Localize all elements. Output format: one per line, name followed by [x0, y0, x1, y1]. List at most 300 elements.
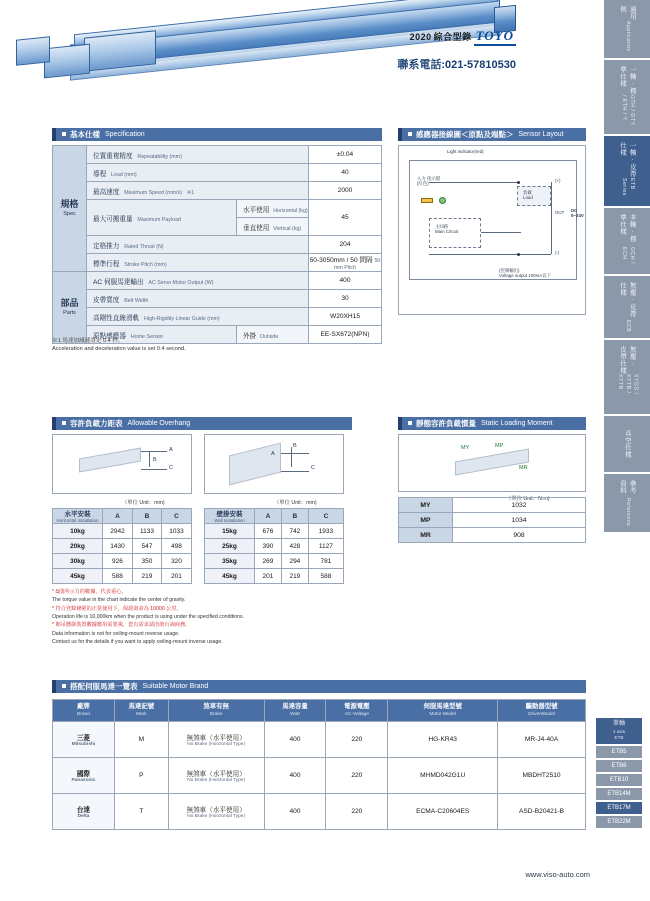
spec-label [87, 164, 309, 182]
cell-a: 201 [255, 569, 282, 584]
cell-c: 320 [162, 554, 192, 569]
section-header-specification [52, 128, 382, 141]
spec-sublabel-en: Horizontal (kg) [273, 207, 308, 214]
table-row [205, 524, 344, 539]
cell-c: 1933 [308, 524, 343, 539]
cell-brake [168, 722, 264, 758]
spec-value: 2000 [309, 182, 382, 200]
side-tab-application[interactable] [604, 0, 650, 58]
model-chip-title-code: ETB [614, 734, 624, 740]
th-brake-en: Brake [209, 711, 223, 717]
overhang-notes [52, 588, 352, 646]
axis-label-b: B [153, 457, 157, 463]
side-tab-sublabel: XYGD / XYTB / XYTB [617, 374, 639, 395]
spec-label-zh: AC 伺服馬達輸出 [93, 278, 144, 286]
spec-label-note: ※1 [186, 189, 195, 196]
brake-zh: 無煞車（水平使用） [186, 771, 246, 778]
overhang-note-4: * 朝吊懸掛裝置數據應用需要視，您有需求請洽談台詢商務。 [52, 622, 191, 629]
terminal-minus-label: (-) [555, 250, 560, 255]
axis-line-b [149, 451, 150, 467]
overhang-note-6: Contact us for the details if you want to apply ceiling-mount inverse usage. [52, 638, 223, 645]
section-title-zh: 搭配伺服馬達一覽表 [70, 682, 138, 691]
load-label: 15kg [205, 524, 255, 539]
cell-b: 219 [132, 569, 161, 584]
side-tab-label: 參考資料 [619, 480, 636, 494]
spec-value: 400 [309, 272, 382, 290]
spec-sublabel [237, 218, 309, 236]
spec-label-zh: 標準行程 [93, 260, 120, 268]
cell-motor-model: MHMD042G1U [388, 758, 498, 794]
moment-value: 1034 [453, 513, 586, 528]
side-tab-gth[interactable] [604, 60, 650, 134]
cell-b: 547 [132, 539, 161, 554]
side-tab-sublabel: Reference [624, 497, 631, 526]
spec-label [87, 182, 309, 200]
spec-label-zh: 最大可搬重量 [93, 215, 133, 223]
th-mark-zh: 馬達記號 [128, 702, 155, 710]
brand-zh: 三菱 [76, 735, 91, 742]
axis-label-a: A [169, 447, 173, 453]
overhang-h-title-zh: 水平安裝 [64, 511, 91, 518]
catalog-title [410, 28, 516, 46]
spec-label-en: Belt Width [124, 297, 149, 304]
spec-label-en: Lead (mm) [111, 171, 137, 178]
sensor-input-label: 入力 指示燈 (紅色) [417, 176, 441, 187]
horizontal-overhang-table [52, 508, 192, 584]
cell-a: 588 [103, 569, 133, 584]
table-row [53, 722, 586, 758]
spec-group-label [53, 146, 87, 272]
section-header-allowable-overhang [52, 417, 352, 430]
brake-zh: 無煞車（水平使用） [186, 735, 246, 742]
cell-b: 742 [281, 524, 308, 539]
cell-b: 350 [132, 554, 161, 569]
moment-key: MR [399, 528, 453, 543]
spec-note [52, 337, 186, 354]
th-driver-model-zh: 驅動器型號 [525, 702, 558, 710]
side-tab-sublabel: GCH / ECH [621, 247, 635, 264]
cell-voltage: 220 [326, 758, 388, 794]
section-title-en: Specification [105, 131, 145, 138]
table-row [53, 758, 586, 794]
cell-c: 498 [162, 539, 192, 554]
spec-label-zh: 位置重複精度 [93, 152, 133, 160]
load-label: 25kg [205, 539, 255, 554]
table-row [53, 182, 382, 200]
cell-a: 676 [255, 524, 282, 539]
model-chip-rail [596, 718, 642, 828]
node-dot-bottom [517, 253, 520, 256]
axis-line-c [141, 469, 167, 470]
wire-right-vert [551, 182, 552, 254]
model-chip-title [596, 718, 642, 744]
model-chip-title-en: 1 axis [612, 728, 625, 734]
spec-sublabel [237, 200, 309, 218]
overhang-h-title-en: Horizontal Installation [56, 518, 99, 523]
cell-motor-model: ECMA-C20604ES [388, 794, 498, 830]
spec-value: ±0.04 [309, 146, 382, 164]
spec-group-en: Spec [63, 210, 76, 217]
side-tab-reference[interactable] [604, 474, 650, 532]
side-tab-label: 多軸 · 標準仕樣 [619, 214, 636, 243]
cell-voltage: 220 [326, 794, 388, 830]
overhang-w-title [205, 509, 255, 524]
cell-watt: 400 [264, 794, 326, 830]
th-voltage [326, 700, 388, 722]
resistor-icon [421, 198, 433, 203]
cell-watt: 400 [264, 758, 326, 794]
spec-label-zh: 高剛性直線滑軌 [93, 314, 140, 322]
terminal-out-label: OUT [555, 210, 565, 215]
node-dot-top [517, 181, 520, 184]
table-row [399, 513, 586, 528]
overhang-h-title [53, 509, 103, 524]
wire-top [429, 182, 519, 183]
table-row [53, 236, 382, 254]
catalog-year: 2020 [409, 32, 432, 42]
brake-en: No Brake (Horizontal Type) [187, 778, 246, 783]
col-b: B [132, 509, 161, 524]
axis-label-a2: A [271, 451, 275, 457]
section-title-en: Suitable Motor Brand [142, 683, 209, 690]
section-title-en: Sensor Layout [518, 131, 564, 138]
spec-label-en: Maximum Payload [137, 216, 181, 223]
table-header-row [53, 509, 192, 524]
spec-value: W20XH15 [309, 308, 382, 326]
table-row [53, 290, 382, 308]
cell-mark: P [114, 758, 168, 794]
spec-group-zh: 部品 [60, 298, 79, 309]
table-row [53, 308, 382, 326]
side-tab-ecb[interactable] [604, 276, 650, 338]
moment-value: 1032 [453, 498, 586, 513]
th-brand-zh: 廠牌 [77, 702, 90, 710]
specification-table [52, 145, 382, 344]
moment-key: MP [399, 513, 453, 528]
spec-label-en: Repeatability (mm) [137, 153, 182, 160]
col-c: C [308, 509, 343, 524]
spec-sublabel-zh: 垂直使用 [243, 224, 270, 232]
moment-label-my: MY [461, 445, 470, 451]
spec-value: 40 [309, 164, 382, 182]
th-voltage-en: AC-Voltage [344, 711, 369, 717]
spec-label [87, 236, 309, 254]
load-en: Load [523, 195, 533, 201]
load-label: 45kg [53, 569, 103, 584]
spec-label [87, 272, 309, 290]
load-label [523, 190, 533, 200]
overhang-note-1: The torque value in the chart indicate the center of gravity. [52, 597, 186, 604]
wall-mount-illustration [204, 434, 344, 494]
overhang-w-title-en: Wall Installation [214, 518, 245, 523]
th-watt [264, 700, 326, 722]
table-row [205, 569, 344, 584]
spec-sublabel-en: Outside [260, 333, 279, 340]
cell-brand [53, 722, 115, 758]
moment-plate [455, 448, 529, 475]
spec-value: 45 [309, 200, 382, 236]
cell-c: 781 [308, 554, 343, 569]
th-driver-model [498, 700, 586, 722]
section-title-zh: 感應器接線圖＜原點及端點＞ [416, 130, 514, 139]
table-row [53, 272, 382, 290]
spec-sublabel [237, 326, 309, 344]
spec-label-zh: 皮帶寬度 [93, 296, 120, 304]
section-title-zh: 靜態容許負載慣量 [416, 419, 476, 428]
table-row [53, 146, 382, 164]
th-brand-en: Brand [77, 711, 90, 717]
horizontal-mount-illustration [52, 434, 192, 494]
end-cap-block [16, 36, 50, 66]
cell-a: 2942 [103, 524, 133, 539]
moment-label-mp: MP [495, 443, 504, 449]
section-header-static-loading [398, 417, 586, 430]
spec-value [309, 254, 382, 272]
load-label: 45kg [205, 569, 255, 584]
table-row [53, 200, 382, 218]
table-row [399, 498, 586, 513]
spec-label-zh: 原點感應器 [93, 332, 126, 340]
table-row [53, 794, 586, 830]
axis-line-b2 [291, 447, 292, 467]
cell-brake [168, 758, 264, 794]
th-watt-en: Watt [290, 711, 300, 717]
overhang-note-0: * ది图所示力的數據，代表重心。 [52, 589, 127, 595]
load-label: 30kg [53, 554, 103, 569]
col-b: B [281, 509, 308, 524]
wall-overhang-table [204, 508, 344, 584]
load-label: 20kg [53, 539, 103, 554]
side-tab-etb[interactable] [604, 136, 650, 206]
spec-label-en: High-Rigidity Linear Guide (mm) [144, 315, 220, 322]
toyo-logo: TOYO [474, 28, 516, 46]
axis-line-a2 [281, 453, 309, 454]
side-tab-label: 一軸 · 標準仕樣 [619, 66, 636, 95]
spec-value: 30 [309, 290, 382, 308]
cell-c: 588 [308, 569, 343, 584]
table-row [205, 539, 344, 554]
moment-key: MY [399, 498, 453, 513]
terminal-plus-label: (+) [555, 178, 561, 183]
side-tab-label: 無塵 · 皮帶仕樣 [619, 282, 636, 318]
th-brand [53, 700, 115, 722]
cell-driver-model: MBDHT2510 [498, 758, 586, 794]
voltage-output-zh: (控制輸出) [499, 268, 520, 273]
spec-sublabel-zh: 水平使用 [243, 206, 270, 214]
cell-b: 219 [281, 569, 308, 584]
axis-line-c2 [281, 471, 309, 472]
model-chip-etb14m[interactable]: ETB14M [596, 788, 642, 800]
spec-label-en: Stroke Pitch (mm) [124, 261, 167, 268]
spec-group-label [53, 272, 87, 344]
side-tab-sublabel: ECB [624, 319, 631, 332]
side-tab-gch[interactable] [604, 208, 650, 274]
brand-zh: 國際 [76, 771, 91, 778]
static-loading-table [398, 497, 586, 543]
th-motor-model-en: Motor Model [429, 711, 457, 717]
side-tab-rail [604, 0, 650, 560]
th-brake-zh: 煞車有無 [203, 702, 229, 710]
led-icon [439, 197, 446, 204]
brand-zh: 台達 [76, 807, 91, 814]
wire-mid [481, 232, 521, 233]
side-tab-xy[interactable] [604, 340, 650, 414]
th-mark [114, 700, 168, 722]
spec-value-en: 50 mm Pitch [333, 258, 381, 271]
mount-plate-wall [229, 443, 281, 486]
side-tab-sublabel: Application [624, 21, 631, 52]
spec-label-zh: 導程 [93, 170, 107, 178]
brand-en: Panasonic [71, 778, 96, 783]
cell-a: 390 [255, 539, 282, 554]
axis-line-a [141, 451, 167, 452]
table-row [53, 569, 192, 584]
col-a: A [103, 509, 133, 524]
cell-brand [53, 794, 115, 830]
section-title-zh: 容許負載力距表 [70, 419, 123, 428]
brand-en: Delta [77, 814, 90, 819]
table-row [53, 554, 192, 569]
overhang-unit-wall: （單位 Unit：mm) [274, 500, 317, 506]
table-row [399, 528, 586, 543]
cell-b: 428 [281, 539, 308, 554]
motor-brand-table [52, 699, 586, 830]
cell-motor-model: HG-KR43 [388, 722, 498, 758]
overhang-unit-horizontal: （單位 Unit：mm) [122, 500, 165, 506]
model-chip-etb10[interactable]: ETB10 [596, 774, 642, 786]
th-brake [168, 700, 264, 722]
axis-label-c: C [169, 465, 173, 471]
spec-group-zh: 規格 [60, 199, 79, 210]
spec-label [87, 290, 309, 308]
th-watt-zh: 馬達容量 [282, 702, 308, 710]
cell-a: 269 [255, 554, 282, 569]
section-title-en: Allowable Overhang [127, 420, 191, 427]
table-row [53, 164, 382, 182]
sensor-wiring-diagram [398, 145, 586, 315]
th-mark-en: Mark [135, 711, 147, 717]
table-row [53, 539, 192, 554]
model-chip-etb6[interactable]: ETB6 [596, 760, 642, 772]
spec-label-zh: 最高速度 [93, 188, 120, 196]
table-row [205, 554, 344, 569]
brand-en: Mitsubishi [71, 742, 96, 747]
spec-label [87, 200, 237, 236]
cell-c: 1127 [308, 539, 343, 554]
cell-watt: 400 [264, 722, 326, 758]
cell-c: 201 [162, 569, 192, 584]
spec-label [87, 254, 309, 272]
spec-value: EE-SX672(NPN) [309, 326, 382, 344]
side-tab-label: 真空仕樣 [623, 430, 631, 458]
cell-mark: M [114, 722, 168, 758]
spec-note-line2: Acceleration and deceleration value is set 0.4 second. [52, 346, 186, 353]
voltage-output-en: Voltage output 100mA以下 [499, 273, 551, 279]
voltage-output-label [499, 268, 551, 278]
load-label: 35kg [205, 554, 255, 569]
spec-label [87, 146, 309, 164]
main-circuit-label [435, 224, 458, 234]
side-tab-label: 一軸 · 皮帶仕樣 [619, 142, 636, 178]
overhang-note-5: Data information is not for ceiling-mount reverse usage. [52, 630, 180, 637]
table-row [53, 254, 382, 272]
overhang-w-title-zh: 壁掛安裝 [216, 511, 243, 518]
model-chip-etb17m[interactable]: ETB17M [596, 802, 642, 814]
main-circuit-zh: 主回路 [435, 224, 449, 229]
overhang-note-3: Operation life is 10,000km when the product is using under the specified conditions. [52, 613, 245, 620]
load-zh: 負載 [523, 190, 532, 195]
overhang-note-2: * 符合登錄條絕的正常使用下，保證壽命為 10000 公里。 [52, 605, 182, 612]
moment-value: 908 [453, 528, 586, 543]
section-header-sensor-layout [398, 128, 586, 141]
th-motor-model-zh: 伺服馬達型號 [423, 702, 462, 710]
spec-label-en: Rated Thrust (N) [124, 243, 164, 250]
col-a: A [255, 509, 282, 524]
moment-label-mr: MR [519, 465, 528, 471]
model-chip-etb22m[interactable]: ETB22M [596, 816, 642, 828]
axis-label-b2: B [293, 443, 297, 449]
mount-plate [79, 448, 141, 473]
spec-sublabel-zh: 外掛 [243, 332, 257, 340]
brake-zh: 無煞車（水平使用） [186, 807, 246, 814]
section-title-zh: 基本仕樣 [70, 130, 100, 139]
table-header-row [53, 700, 586, 722]
spec-label-en: Home Sensor [130, 333, 164, 340]
section-title-en: Static Loading Moment [481, 420, 553, 427]
col-c: C [162, 509, 192, 524]
cell-mark: T [114, 794, 168, 830]
cell-voltage: 220 [326, 722, 388, 758]
motor-block [44, 44, 90, 79]
spec-label [87, 308, 309, 326]
product-illustration [0, 0, 600, 108]
static-unit-label: （單位 Unit：N.m) [506, 496, 550, 502]
side-tab-label: 無塵 · 皮帶仕樣 [619, 346, 636, 374]
axis-label-c2: C [311, 465, 315, 471]
cell-a: 1430 [103, 539, 133, 554]
cell-brand [53, 758, 115, 794]
sensor-led-label: Light indicator(red) [447, 149, 484, 154]
table-header-row [205, 509, 344, 524]
side-tab-sublabel: ETB Series [621, 177, 635, 196]
contact-phone: 聯系電話:021-57810530 [397, 59, 516, 71]
cell-b: 294 [281, 554, 308, 569]
th-driver-model-en: DrivenModel [528, 711, 556, 717]
th-motor-model [388, 700, 498, 722]
table-row [53, 524, 192, 539]
cell-c: 1033 [162, 524, 192, 539]
spec-label-en: AC Servo Motor Output (W) [148, 279, 214, 286]
side-tab-sublabel: GTH / GTY / ETH / Y [621, 94, 635, 125]
spec-note-line1: ※1 馬達加減速設定 0.4 秒。 [52, 338, 124, 344]
cell-brake [168, 794, 264, 830]
load-label: 10kg [53, 524, 103, 539]
side-tab-vacuum[interactable] [604, 416, 650, 472]
brake-en: No Brake (Horizontal Type) [187, 814, 246, 819]
catalog-title-text: 綜合型錄 [433, 32, 472, 42]
static-moment-illustration [398, 434, 586, 492]
cell-driver-model: MR-J4-40A [498, 722, 586, 758]
dc-supply-label: DC 5~24V [571, 208, 584, 219]
footer-url[interactable]: www.viso-auto.com [525, 870, 590, 879]
th-voltage-zh: 電源電壓 [344, 702, 370, 710]
cell-driver-model: ASD-B20421-B [498, 794, 586, 830]
spec-group-en: Parts [63, 309, 76, 316]
spec-label-zh: 定格推力 [93, 242, 120, 250]
model-chip-etb5[interactable]: ETB5 [596, 746, 642, 758]
cell-b: 1133 [132, 524, 161, 539]
spec-value-main: 50-3050mm / 50 間隔 [309, 257, 373, 264]
